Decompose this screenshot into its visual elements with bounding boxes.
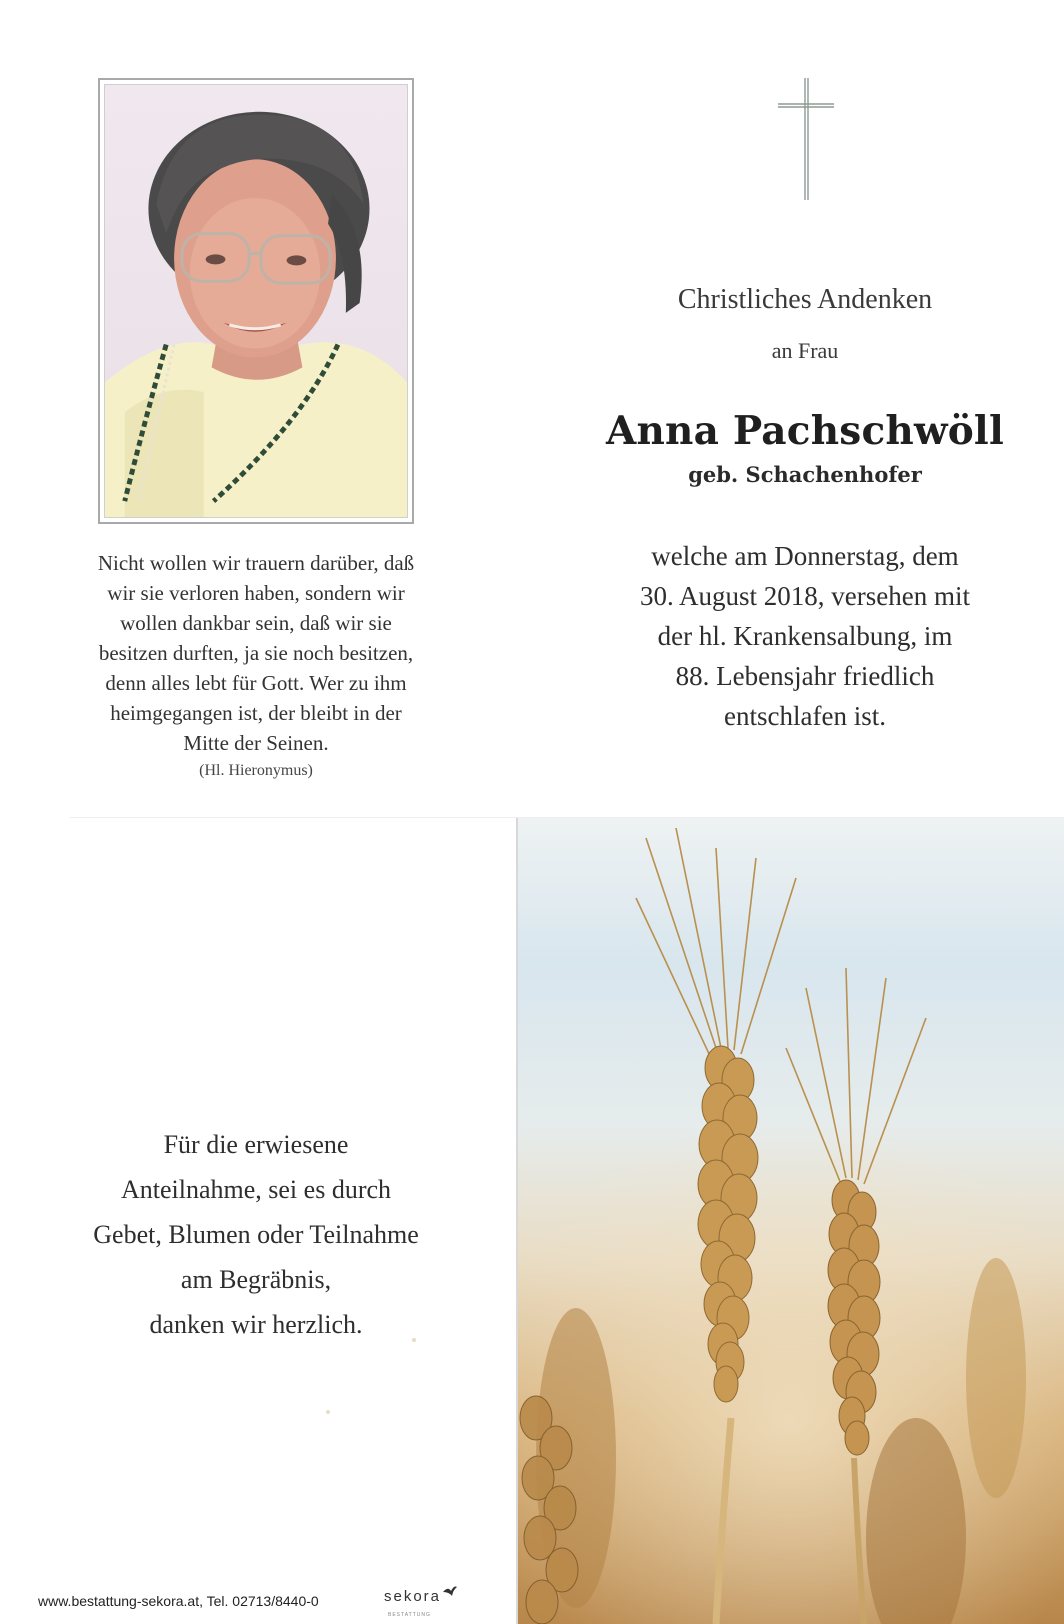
deceased-name: Anna Pachschwöll	[606, 408, 1004, 454]
notice-line: 88. Lebensjahr friedlich	[675, 661, 935, 691]
memorial-quote	[60, 548, 452, 758]
speck	[326, 1410, 330, 1414]
portrait-photo	[104, 84, 408, 518]
quote-line: denn alles lebt für Gott. Wer zu ihm	[105, 671, 407, 695]
thanks-text	[50, 1122, 462, 1347]
footer-contact: www.bestattung-sekora.at, Tel. 02713/8440-0	[38, 1593, 319, 1609]
birth-name: geb. Schachenhofer	[688, 462, 922, 487]
cross-icon	[776, 76, 836, 202]
quote-line: wir sie verloren haben, sondern wir	[107, 581, 405, 605]
company-logo: sekora	[384, 1588, 442, 1605]
thanks-line: Für die erwiesene	[163, 1130, 349, 1159]
quote-line: Nicht wollen wir trauern darüber, daß	[97, 551, 415, 575]
portrait-illustration	[105, 85, 407, 517]
death-notice	[560, 536, 1050, 736]
company-logo-sub: BESTATTUNG	[388, 1612, 431, 1618]
notice-line: welche am Donnerstag, dem	[651, 541, 959, 571]
thanks-line: Gebet, Blumen oder Teilnahme	[93, 1220, 419, 1249]
speck	[412, 1338, 416, 1342]
quote-line: wollen dankbar sein, daß wir sie	[120, 611, 392, 635]
notice-line: 30. August 2018, versehen mit	[640, 581, 970, 611]
thanks-line: danken wir herzlich.	[149, 1310, 363, 1339]
notice-line: der hl. Krankensalbung, im	[657, 621, 953, 651]
thanks-line: am Begräbnis,	[180, 1265, 332, 1294]
quote-line: besitzen durften, ja sie noch besitzen,	[98, 641, 414, 665]
wheat-image	[516, 818, 1064, 1624]
memorial-heading: Christliches Andenken	[677, 284, 933, 315]
portrait-frame	[98, 78, 414, 524]
bird-icon	[442, 1584, 458, 1598]
quote-line: Mitte der Seinen.	[183, 731, 329, 755]
quote-line: heimgegangen ist, der bleibt in der	[110, 701, 402, 725]
notice-line: entschlafen ist.	[724, 701, 886, 731]
name-prefix: an Frau	[771, 338, 839, 363]
thanks-line: Anteilnahme, sei es durch	[120, 1175, 392, 1204]
quote-source: (Hl. Hieronymus)	[199, 762, 313, 779]
